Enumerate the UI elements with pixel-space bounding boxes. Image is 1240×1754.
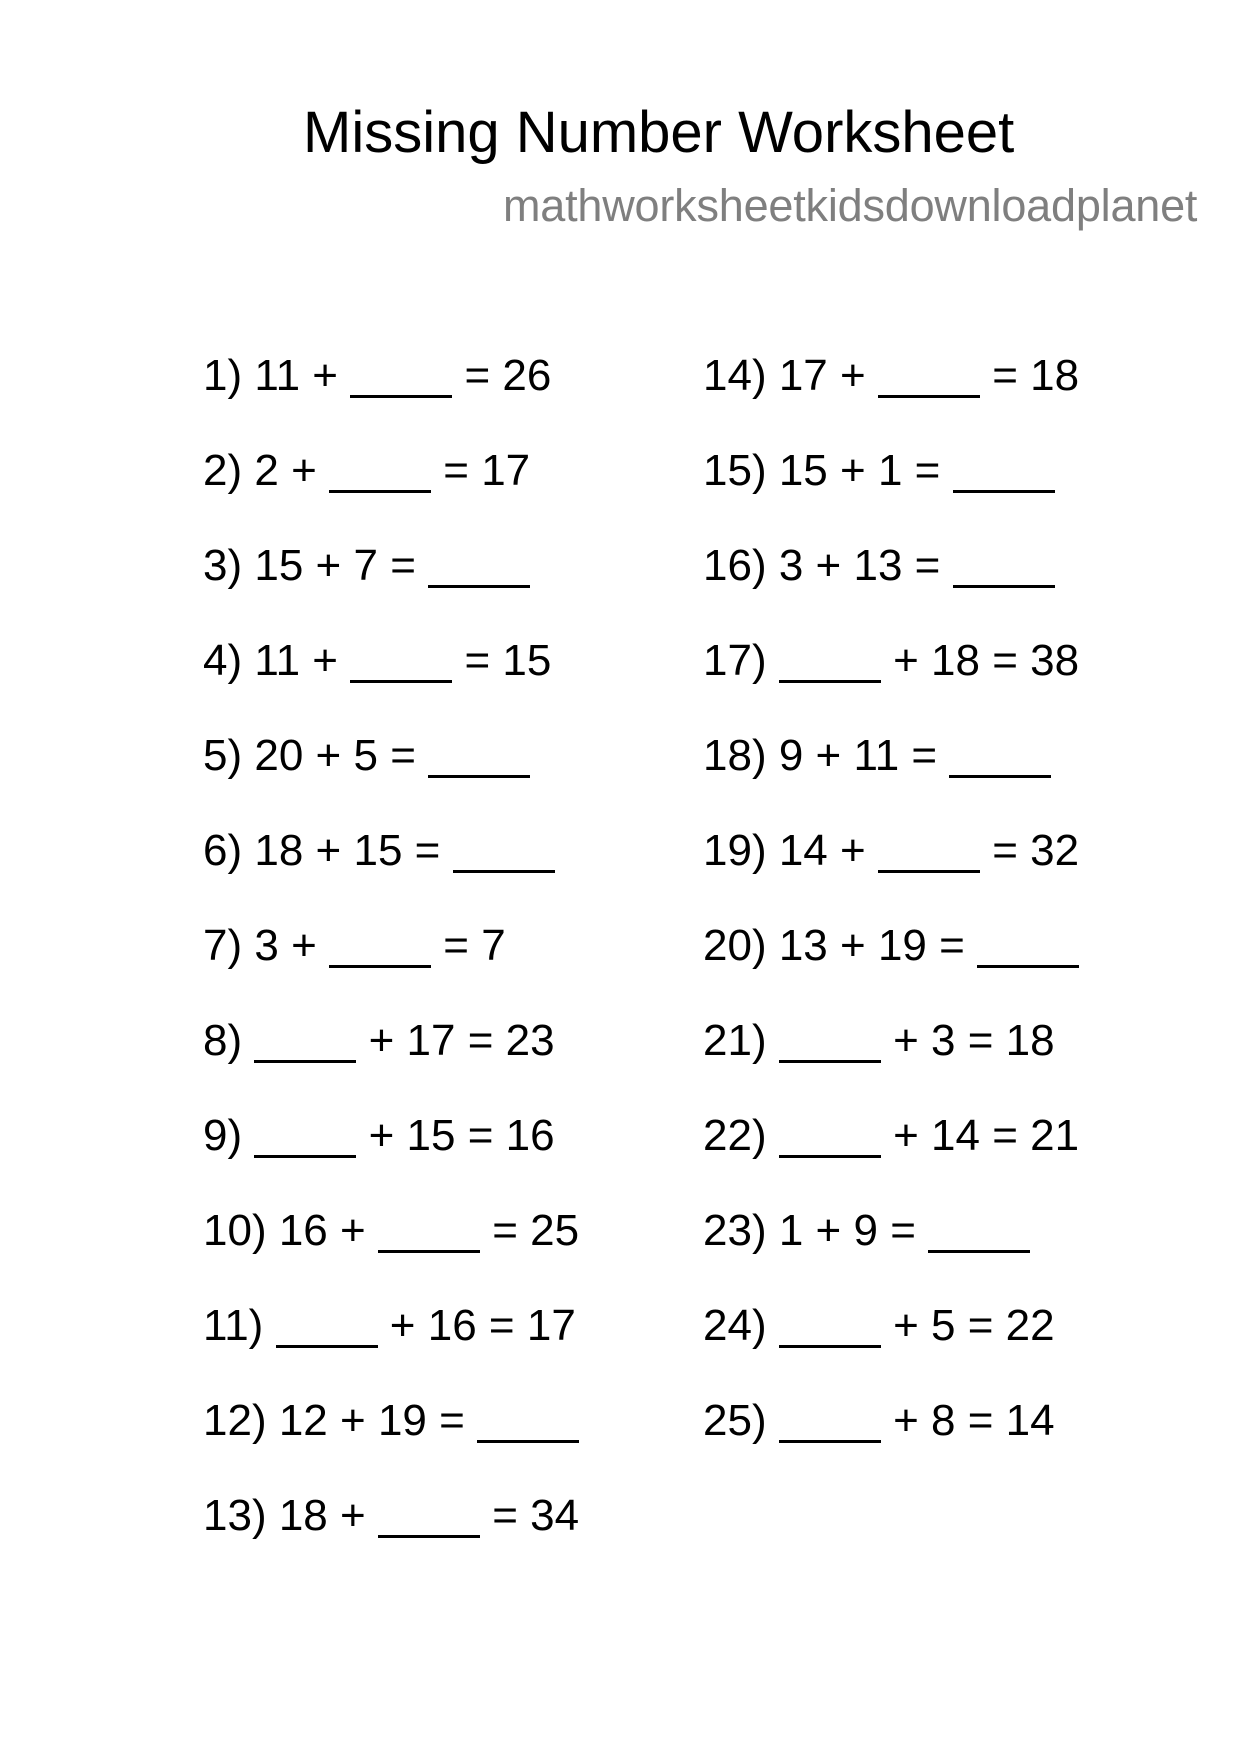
problem-item bbox=[703, 351, 1079, 401]
worksheet-title: Missing Number Worksheet bbox=[303, 100, 1015, 165]
plus-sign: + bbox=[368, 1016, 395, 1065]
operand: 16 bbox=[278, 1206, 328, 1255]
problem-item bbox=[703, 636, 1079, 686]
plus-sign: + bbox=[893, 1111, 919, 1160]
plus-sign: + bbox=[340, 1396, 366, 1445]
answer-blank[interactable] bbox=[477, 1404, 579, 1443]
answer-blank[interactable] bbox=[378, 1214, 480, 1253]
operand: 13 bbox=[853, 541, 903, 590]
problem-number: 13) bbox=[203, 1491, 267, 1540]
equals-sign: = bbox=[992, 1111, 1018, 1160]
operand: 17 bbox=[406, 1016, 456, 1065]
problem-item bbox=[703, 731, 1051, 781]
problem-item bbox=[203, 1206, 579, 1256]
answer-blank[interactable] bbox=[878, 359, 980, 398]
operand: 5 bbox=[931, 1301, 956, 1350]
operand: 5 bbox=[353, 731, 378, 780]
problem-number: 14) bbox=[703, 351, 767, 400]
operand: 22 bbox=[1005, 1301, 1055, 1350]
operand: 15 bbox=[353, 826, 403, 875]
answer-blank[interactable] bbox=[428, 549, 530, 588]
equals-sign: = bbox=[967, 1396, 994, 1445]
operand: 11 bbox=[853, 731, 900, 780]
plus-sign: + bbox=[315, 826, 342, 875]
problem-number: 19) bbox=[703, 826, 767, 875]
problem-number: 9) bbox=[203, 1111, 243, 1160]
plus-sign: + bbox=[815, 541, 842, 590]
answer-blank[interactable] bbox=[928, 1214, 1030, 1253]
problem-number: 22) bbox=[703, 1111, 767, 1160]
problem-number: 11) bbox=[203, 1301, 264, 1350]
operand: 14 bbox=[931, 1111, 980, 1160]
operand: 11 bbox=[254, 351, 301, 400]
equals-sign: = bbox=[492, 1491, 518, 1540]
equals-sign: = bbox=[911, 731, 938, 780]
operand: 15 bbox=[778, 446, 828, 495]
equals-sign: = bbox=[992, 351, 1018, 400]
operand: 16 bbox=[427, 1301, 477, 1350]
problem-number: 10) bbox=[203, 1206, 267, 1255]
plus-sign: + bbox=[815, 731, 842, 780]
website-watermark: mathworksheetkidsdownloadplanet bbox=[503, 180, 1198, 231]
equals-sign: = bbox=[390, 541, 416, 590]
problem-item bbox=[203, 351, 551, 401]
answer-blank[interactable] bbox=[453, 834, 555, 873]
problem-item bbox=[703, 541, 1055, 591]
plus-sign: + bbox=[368, 1111, 395, 1160]
problem-item bbox=[703, 1301, 1055, 1351]
answer-blank[interactable] bbox=[878, 834, 980, 873]
operand: 3 bbox=[931, 1016, 956, 1065]
problem-number: 23) bbox=[703, 1206, 767, 1255]
problem-number: 8) bbox=[203, 1016, 243, 1065]
operand: 18 bbox=[931, 636, 980, 685]
equals-sign: = bbox=[914, 446, 941, 495]
problem-item bbox=[703, 1206, 1030, 1256]
operand: 13 bbox=[778, 921, 828, 970]
answer-blank[interactable] bbox=[254, 1024, 356, 1063]
plus-sign: + bbox=[893, 636, 919, 685]
plus-sign: + bbox=[893, 1016, 919, 1065]
answer-blank[interactable] bbox=[350, 359, 452, 398]
equals-sign: = bbox=[492, 1206, 518, 1255]
plus-sign: + bbox=[340, 1491, 366, 1540]
operand: 3 bbox=[254, 921, 279, 970]
plus-sign: + bbox=[840, 351, 866, 400]
operand: 20 bbox=[254, 731, 304, 780]
equals-sign: = bbox=[467, 1016, 494, 1065]
equals-sign: = bbox=[939, 921, 965, 970]
problem-item bbox=[703, 1396, 1055, 1446]
operand: 15 bbox=[406, 1111, 456, 1160]
operand: 16 bbox=[505, 1111, 555, 1160]
answer-blank[interactable] bbox=[779, 1404, 881, 1443]
plus-sign: + bbox=[815, 1206, 842, 1255]
operand: 2 bbox=[254, 446, 279, 495]
operand: 11 bbox=[254, 636, 301, 685]
operand: 17 bbox=[526, 1301, 576, 1350]
operand: 18 bbox=[1030, 351, 1080, 400]
answer-blank[interactable] bbox=[779, 1309, 881, 1348]
problem-item bbox=[203, 826, 555, 876]
problem-number: 12) bbox=[203, 1396, 267, 1445]
operand: 17 bbox=[778, 351, 828, 400]
equals-sign: = bbox=[467, 1111, 494, 1160]
problem-item bbox=[703, 826, 1079, 876]
operand: 21 bbox=[1030, 1111, 1080, 1160]
answer-blank[interactable] bbox=[953, 549, 1055, 588]
operand: 32 bbox=[1030, 826, 1080, 875]
equals-sign: = bbox=[439, 1396, 465, 1445]
operand: 9 bbox=[778, 731, 804, 780]
equals-sign: = bbox=[488, 1301, 515, 1350]
plus-sign: + bbox=[840, 921, 866, 970]
answer-blank[interactable] bbox=[378, 1499, 480, 1538]
operand: 1 bbox=[877, 446, 903, 495]
plus-sign: + bbox=[840, 446, 866, 495]
operand: 19 bbox=[877, 921, 927, 970]
problem-item bbox=[203, 921, 506, 971]
problem-item bbox=[203, 541, 530, 591]
plus-sign: + bbox=[291, 921, 317, 970]
operand: 7 bbox=[481, 921, 506, 970]
operand: 38 bbox=[1030, 636, 1080, 685]
operand: 18 bbox=[1005, 1016, 1055, 1065]
plus-sign: + bbox=[840, 826, 866, 875]
operand: 17 bbox=[481, 446, 531, 495]
plus-sign: + bbox=[893, 1396, 919, 1445]
operand: 15 bbox=[502, 636, 552, 685]
plus-sign: + bbox=[315, 731, 342, 780]
operand: 18 bbox=[278, 1491, 328, 1540]
operand: 23 bbox=[505, 1016, 555, 1065]
answer-blank[interactable] bbox=[779, 644, 881, 683]
problem-number: 6) bbox=[203, 826, 243, 875]
problem-number: 15) bbox=[703, 446, 767, 495]
problem-number: 24) bbox=[703, 1301, 767, 1350]
operand: 12 bbox=[278, 1396, 328, 1445]
problem-item bbox=[203, 1396, 579, 1446]
answer-blank[interactable] bbox=[953, 454, 1055, 493]
plus-sign: + bbox=[312, 636, 338, 685]
equals-sign: = bbox=[390, 731, 416, 780]
equals-sign: = bbox=[890, 1206, 916, 1255]
problem-number: 21) bbox=[703, 1016, 767, 1065]
plus-sign: + bbox=[291, 446, 317, 495]
problem-item bbox=[703, 446, 1055, 496]
equals-sign: = bbox=[464, 351, 491, 400]
equals-sign: = bbox=[992, 826, 1018, 875]
problem-item bbox=[203, 731, 530, 781]
problem-number: 18) bbox=[703, 731, 767, 780]
problem-number: 17) bbox=[703, 636, 767, 685]
problem-item bbox=[203, 1491, 579, 1541]
operand: 34 bbox=[530, 1491, 580, 1540]
problem-number: 1) bbox=[203, 351, 243, 400]
problem-item bbox=[703, 1111, 1079, 1161]
plus-sign: + bbox=[312, 351, 338, 400]
operand: 19 bbox=[377, 1396, 427, 1445]
operand: 25 bbox=[530, 1206, 580, 1255]
problem-item bbox=[203, 636, 551, 686]
operand: 18 bbox=[254, 826, 304, 875]
operand: 3 bbox=[778, 541, 804, 590]
equals-sign: = bbox=[967, 1016, 994, 1065]
operand: 7 bbox=[353, 541, 378, 590]
operand: 14 bbox=[1005, 1396, 1055, 1445]
problem-number: 16) bbox=[703, 541, 767, 590]
operand: 8 bbox=[931, 1396, 956, 1445]
answer-blank[interactable] bbox=[329, 929, 431, 968]
equals-sign: = bbox=[443, 446, 469, 495]
answer-blank[interactable] bbox=[949, 739, 1051, 778]
operand: 26 bbox=[502, 351, 552, 400]
answer-blank[interactable] bbox=[350, 644, 452, 683]
answer-blank[interactable] bbox=[276, 1309, 378, 1348]
problem-number: 2) bbox=[203, 446, 243, 495]
operand: 9 bbox=[853, 1206, 878, 1255]
equals-sign: = bbox=[992, 636, 1018, 685]
answer-blank[interactable] bbox=[428, 739, 530, 778]
problem-item bbox=[203, 1111, 555, 1161]
problem-number: 25) bbox=[703, 1396, 767, 1445]
problem-item bbox=[203, 1016, 555, 1066]
plus-sign: + bbox=[389, 1301, 416, 1350]
problem-item bbox=[203, 1301, 576, 1351]
equals-sign: = bbox=[443, 921, 469, 970]
operand: 15 bbox=[254, 541, 304, 590]
answer-blank[interactable] bbox=[779, 1119, 881, 1158]
answer-blank[interactable] bbox=[329, 454, 431, 493]
problem-item bbox=[703, 1016, 1055, 1066]
equals-sign: = bbox=[914, 541, 941, 590]
problem-item bbox=[703, 921, 1079, 971]
answer-blank[interactable] bbox=[254, 1119, 356, 1158]
plus-sign: + bbox=[340, 1206, 366, 1255]
equals-sign: = bbox=[967, 1301, 994, 1350]
problem-number: 7) bbox=[203, 921, 243, 970]
equals-sign: = bbox=[414, 826, 441, 875]
problem-number: 3) bbox=[203, 541, 243, 590]
answer-blank[interactable] bbox=[779, 1024, 881, 1063]
problem-item bbox=[203, 446, 530, 496]
plus-sign: + bbox=[893, 1301, 919, 1350]
answer-blank[interactable] bbox=[977, 929, 1079, 968]
operand: 1 bbox=[778, 1206, 804, 1255]
problem-number: 4) bbox=[203, 636, 243, 685]
operand: 14 bbox=[778, 826, 828, 875]
problem-number: 20) bbox=[703, 921, 767, 970]
plus-sign: + bbox=[315, 541, 342, 590]
problem-number: 5) bbox=[203, 731, 243, 780]
equals-sign: = bbox=[464, 636, 491, 685]
